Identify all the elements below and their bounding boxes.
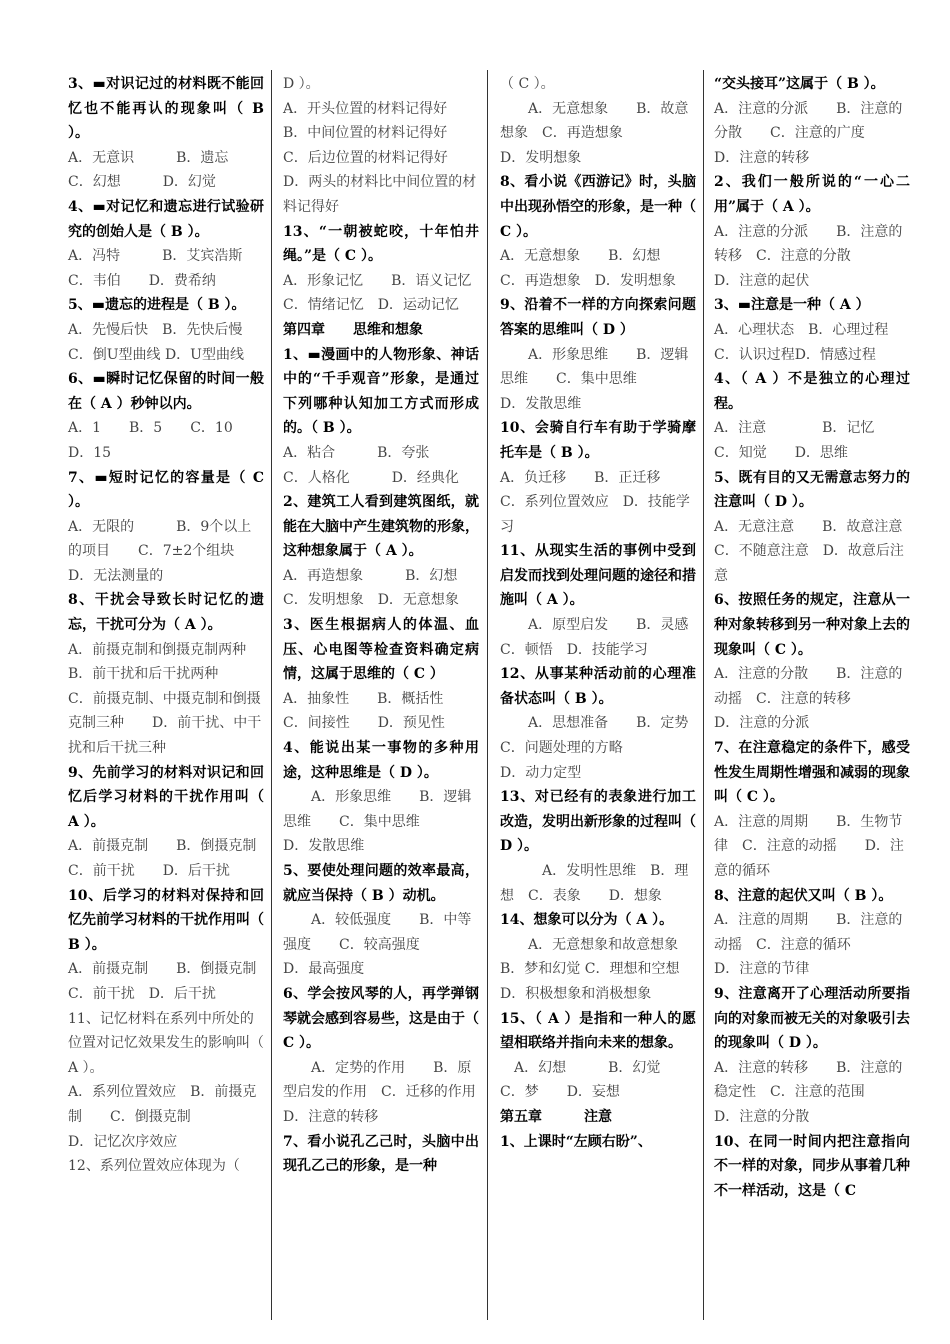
answer-options: D．注意的转移 (714, 149, 810, 166)
answer-options: A．无意注意 B．故意注意 C．不随意注意 D．故意后注意 (714, 518, 917, 584)
answer-options: A．发明性思维 B．理想 C．表象 D．想象 (500, 863, 689, 904)
answer-options: C．幻想 D．幻觉 (68, 174, 216, 191)
answer-options: C．间接性 D．预见性 (283, 715, 445, 732)
question-text: 7、看小说孔乙己时，头脑中出现孔乙己的形象，是一种 (283, 1133, 479, 1175)
answer-options: A．1 B．5 C．10 (68, 420, 233, 437)
question-text: 8、看小说《西游记》时，头脑中出现孙悟空的形象，是一种（ C ）。 (500, 174, 696, 240)
answer-options: D．积极想象和消极想象 (500, 985, 652, 1002)
answer-options: A．前摄克制 B．倒摄克制 C．前干扰 D．后干扰 (68, 838, 271, 879)
question-text: 15、（ A ）是指和一种人的愿望相联络并指向未来的想象。 (500, 1010, 696, 1052)
answer-options: A．注意的周期 B．注意的动摇 C．注意的循环 (714, 912, 903, 953)
answer-options: A．较低强度 B．中等强度 C．较高强度 (283, 912, 472, 953)
answer-options: D．注意的分散 (714, 1108, 810, 1125)
answer-options: D．发散思维 (283, 838, 365, 855)
question-text: 8、干扰会导致长时记忆的遗忘，干扰可分为（ A ）。 (68, 592, 264, 634)
chapter-heading: 第五章 注意 (500, 1108, 612, 1125)
answer-options: B．前干扰和后干扰两种 (68, 666, 219, 683)
answer-options: D．注意的分派 (714, 715, 810, 732)
question-text: 10、会骑自行车有助于学骑摩托车是（ B ）。 (500, 420, 696, 461)
answer-options: D．15 (68, 444, 112, 461)
answer-options: A．开头位置的材料记得好 (283, 100, 448, 117)
question-text: 4、能说出某一事物的多种用途，这种思维是（ D ）。 (283, 740, 479, 781)
question-text: 5、要使处理问题的效率最高，就应当保持（ B ）动机。 (283, 863, 479, 904)
answer-options: B．中间位置的材料记得好 (283, 125, 448, 142)
answer-options: A．注意的分派 B．注意的分散 C．注意的广度 (714, 100, 903, 142)
answer-options: A．注意的分派 B．注意的转移 C．注意的分散 (714, 223, 903, 265)
answer-options: A．形象思维 B．逻辑思维 C．集中思维 (283, 789, 472, 830)
answer-options: A．再造想象 B．幻想 (283, 567, 458, 584)
answer-options: A．形象记忆 B．语义记忆 C．情绪记忆 D．运动记忆 (283, 272, 486, 314)
answer-options: A．注意的转移 B．注意的稳定性 C．注意的范围 (714, 1059, 903, 1101)
answer-options: A．无意想象 B．故意想象 C．再造想象 (500, 100, 689, 142)
question-text: 2、我们一般所说的“一心二用”属于（ A ）。 (714, 174, 910, 215)
question-text: 14、想象可以分为（ A ）。 (500, 912, 674, 929)
question-text: 6、▬瞬时记忆保留的时间一般在（ A ）秒钟以内。 (68, 371, 264, 412)
question-text: 9、注意离开了心理活动所要指向的对象而被无关的对象吸引去的现象叫（ D ）。 (714, 985, 910, 1052)
question-text: 3、▬对识记过的材料既不能回忆也不能再认的现象叫（ B ）。 (68, 76, 264, 142)
answer-options: C．认识过程D．情感过程 (714, 346, 876, 363)
text-column-2 (283, 72, 490, 1322)
answer-options: C．韦伯 D．费希纳 (68, 272, 216, 289)
column-divider (271, 70, 272, 1320)
answer-options: A．冯特 B．艾宾浩斯 (68, 248, 243, 265)
question-text: 1、▬漫画中的人物形象、神话中的“千手观音”形象，是通过下列哪种认知加工方式而形成的。（ B ）。 (283, 346, 479, 437)
answer-options: C．梦 D．妄想 (500, 1084, 620, 1101)
answer-options: A．形象思维 B．逻辑思维 C．集中思维 (500, 346, 689, 388)
answer-options: C．倒U型曲线 D．U型曲线 (68, 346, 244, 363)
answer-options: D．两头的材料比中间位置的材料记得好 (283, 174, 477, 215)
answer-options: C．发明想象 D．无意想象 (283, 592, 459, 609)
chapter-heading: 第四章 思维和想象 (283, 321, 423, 338)
question-text: 5、既有目的又无需意志努力的注意叫（ D ）。 (714, 469, 910, 511)
answer-options: A．先慢后快 B．先快后慢 (68, 321, 243, 338)
column-divider (703, 70, 704, 1320)
question-text: 10、在同一时间内把注意指向不一样的对象，同步从事着几种不一样活动，这是（ C (714, 1133, 910, 1199)
text-column-3 (500, 72, 703, 1322)
answer-options: C．人格化 D．经典化 (283, 469, 459, 486)
answer-options: A．思想准备 B．定势 C．问题处理的方略 (500, 715, 703, 757)
answer-options: D．发明想象 (500, 149, 582, 166)
question-text: 12、从事某种活动前的心理准备状态叫（ B ）。 (500, 666, 696, 707)
answer-options: D．最高强度 (283, 961, 365, 978)
answer-options: 11、记忆材料在系列中所处的位置对记忆效果发生的影响叫（ A ）。 (68, 1010, 264, 1076)
answer-options: A．注意 B．记忆 (714, 420, 875, 437)
question-text: 6、按照任务的规定，注意从一种对象转移到另一种对象上去的现象叫（ C ）。 (714, 592, 910, 658)
answer-options: C．系列位置效应 D．技能学习 (500, 494, 690, 535)
question-text: 4、▬对记忆和遗忘进行试验研究的创始人是（ B ）。 (68, 198, 264, 240)
answer-options: C．再造想象 D．发明想象 (500, 272, 676, 289)
answer-options: A．无意识 B．遗忘 (68, 149, 229, 166)
question-text: 13、“一朝被蛇咬，十年怕井绳。”是（ C ）。 (283, 223, 479, 265)
answer-options: A．系列位置效应 B．前摄克制 C．倒摄克制 (68, 1084, 257, 1125)
answer-options: D ）。 (283, 76, 320, 92)
question-text: 7、▬短时记忆的容量是（ C ）。 (68, 469, 264, 511)
answer-options: A．注意的分散 B．注意的动摇 C．注意的转移 (714, 666, 903, 707)
answer-options: D．记忆次序效应 (68, 1133, 178, 1150)
answer-options: A．无限的 B．9个以上的项目 C．7±2个组块 (68, 518, 252, 560)
answer-options: D．发散思维 (500, 395, 582, 412)
question-text: 8、注意的起伏又叫（ B ）。 (714, 887, 893, 904)
question-text: 11、从现实生活的事例中受到启发而找到处理问题的途径和措施叫（ A ）。 (500, 543, 696, 609)
question-text: 6、学会按风琴的人，再学弹钢琴就会感到容易些，这是由于（ C ）。 (283, 985, 479, 1052)
question-text: 5、▬遗忘的进程是（ B ）。 (68, 297, 246, 314)
answer-options: A．幻想 B．幻觉 (500, 1059, 661, 1076)
question-text: “交头接耳”这属于（ B ）。 (714, 76, 885, 92)
question-text: 4、（ A ）不是独立的心理过程。 (714, 371, 910, 412)
question-text: 3、▬注意是一种（ A ） (714, 297, 870, 314)
question-text: 2、建筑工人看到建筑图纸，就能在大脑中产生建筑物的形象，这种想象属于（ A ）。 (283, 494, 479, 560)
answer-options: A．粘合 B．夸张 (283, 444, 430, 461)
text-column-1 (68, 72, 271, 1322)
answer-options: D．动力定型 (500, 764, 582, 781)
answer-options: A．心理状态 B．心理过程 (714, 321, 889, 338)
answer-options: C．知觉 D．思维 (714, 444, 848, 461)
answer-options: C．前摄克制、中摄克制和倒摄克制三种 D．前干扰、中干扰和后干扰三种 (68, 690, 262, 757)
answer-options: A．原型启发 B．灵感 C．顿悟 D．技能学习 (500, 617, 703, 658)
column-divider (487, 70, 488, 1320)
question-text: 13、对已经有的表象进行加工改造，发明出新形象的过程叫（ D ）。 (500, 789, 696, 855)
answer-options: A．前摄克制和倒摄克制两种 (68, 641, 247, 658)
text-column-4 (714, 72, 917, 1322)
question-text: 1、上课时“左顾右盼”、 (500, 1133, 652, 1150)
answer-options: D．注意的节律 (714, 961, 810, 978)
answer-options: A．抽象性 B．概括性 (283, 690, 444, 707)
answer-options: A．负迁移 B．正迁移 (500, 469, 661, 486)
answer-options: A．前摄克制 B．倒摄克制C．前干扰 D．后干扰 (68, 961, 257, 1002)
answer-options: A．注意的周期 B．生物节律 C．注意的动摇 D．注意的循环 (714, 813, 904, 879)
answer-options: A．无意想象 B．幻想 (500, 248, 661, 265)
answer-options: A．定势的作用 B．原型启发的作用 C．迁移的作用 D．注意的转移 (283, 1059, 490, 1125)
answer-options: D．注意的起伏 (714, 272, 810, 289)
answer-options: 12、系列位置效应体现为（ (68, 1158, 240, 1175)
question-text: 7、在注意稳定的条件下，感受性发生周期性增强和减弱的现象叫（ C ）。 (714, 740, 910, 806)
answer-options: （ C ）。 (500, 76, 555, 92)
question-text: 9、先前学习的材料对识记和回忆后学习材料的干扰作用叫（ A ）。 (68, 764, 264, 830)
answer-options: A．无意想象和故意想象 (500, 936, 679, 953)
question-text: 9、沿着不一样的方向探索问题答案的思维叫（ D ） (500, 297, 696, 338)
answer-options: C．后边位置的材料记得好 (283, 149, 448, 166)
answer-options: D．无法测量的 (68, 567, 164, 584)
question-text: 10、后学习的材料对保持和回忆先前学习材料的干扰作用叫（ B ）。 (68, 887, 264, 953)
question-text: 3、医生根据病人的体温、血压、心电图等检查资料确定病情，这属于思维的（ C ） (283, 617, 479, 683)
answer-options: B．梦和幻觉 C．理想和空想 (500, 961, 680, 978)
